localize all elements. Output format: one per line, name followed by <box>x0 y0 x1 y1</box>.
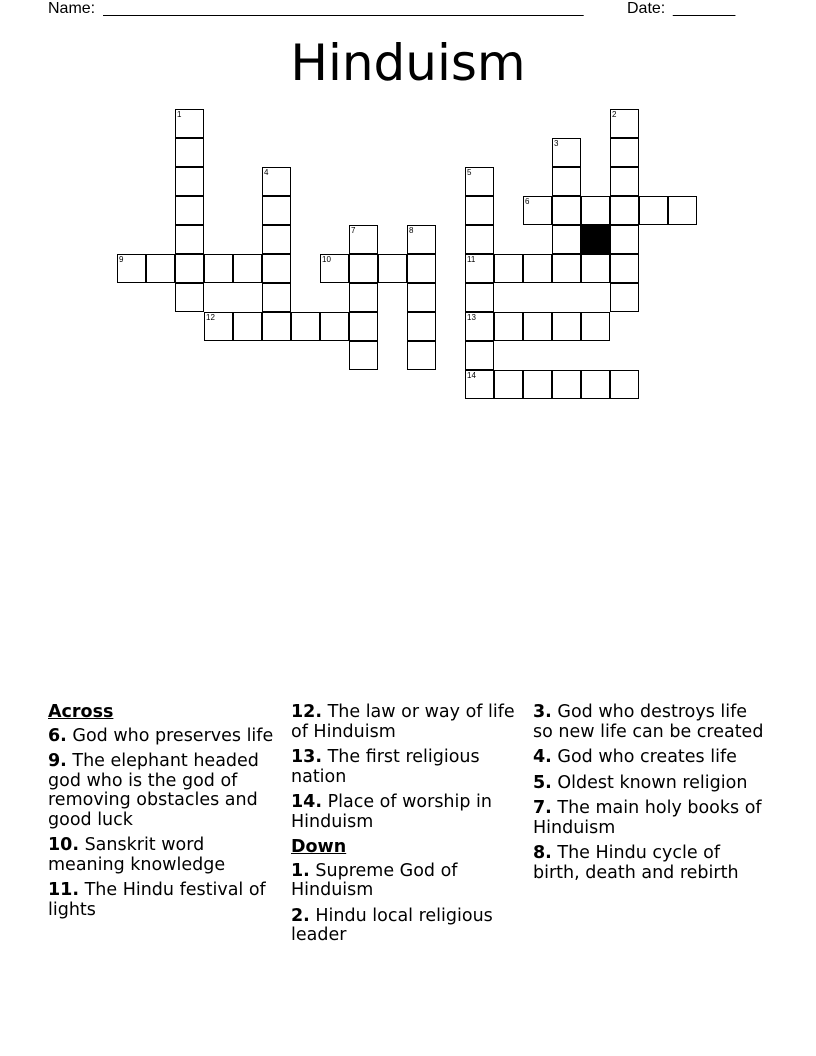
grid-cell[interactable] <box>146 254 175 283</box>
grid-cell[interactable] <box>523 254 552 283</box>
grid-cell[interactable] <box>581 196 610 225</box>
grid-cell[interactable] <box>175 254 204 283</box>
grid-cell[interactable] <box>233 254 262 283</box>
clue-down-5: 5. Oldest known religion <box>533 772 748 793</box>
clue-number-10: 10 <box>322 255 331 264</box>
name-blank[interactable]: ______________________________________________________ <box>103 0 584 17</box>
grid-cell[interactable] <box>378 254 407 283</box>
clue-across-12: 12. The law or way of life of Hinduism <box>291 702 515 742</box>
grid-cell[interactable] <box>349 254 378 283</box>
name-label: Name: <box>48 0 96 17</box>
grid-cell[interactable] <box>465 283 494 312</box>
clue-down-7: 7. The main holy books of Hinduism <box>533 798 762 838</box>
grid-cell[interactable] <box>465 341 494 370</box>
clue-across-6: 6. God who preserves life <box>48 725 274 746</box>
grid-cell[interactable] <box>523 370 552 399</box>
grid-cell[interactable] <box>262 167 291 196</box>
grid-cell[interactable] <box>407 341 436 370</box>
grid-cell[interactable] <box>465 254 494 283</box>
grid-cell[interactable] <box>233 312 262 341</box>
crossword-grid <box>0 0 816 420</box>
grid-cell[interactable] <box>494 312 523 341</box>
clue-across-11: 11. The Hindu festival of lights <box>48 880 266 920</box>
grid-cell[interactable] <box>610 370 639 399</box>
clue-number-2: 2 <box>612 110 617 119</box>
grid-cell[interactable] <box>407 225 436 254</box>
grid-cell[interactable] <box>552 370 581 399</box>
clue-column-3 <box>533 703 765 889</box>
grid-cell[interactable] <box>610 167 639 196</box>
clue-down-4: 4. God who creates life <box>533 747 737 767</box>
clue-number-9: 9 <box>119 255 124 264</box>
clue-down-2: 2. Hindu local religious leader <box>291 905 493 945</box>
grid-cell[interactable] <box>117 254 146 283</box>
grid-cell[interactable] <box>175 283 204 312</box>
grid-cell[interactable] <box>552 138 581 167</box>
grid-cell[interactable] <box>204 254 233 283</box>
date-label: Date: <box>627 0 666 17</box>
grid-cell[interactable] <box>581 254 610 283</box>
clue-number-6: 6 <box>525 197 530 206</box>
clue-across-14: 14. Place of worship in Hinduism <box>291 792 493 832</box>
clue-number-11: 11 <box>467 255 476 264</box>
clue-down-8: 8. The Hindu cycle of birth, death and rebirth <box>533 843 739 883</box>
grid-cell[interactable] <box>465 225 494 254</box>
grid-cell[interactable] <box>552 312 581 341</box>
grid-cell[interactable] <box>262 196 291 225</box>
grid-cell[interactable] <box>552 167 581 196</box>
grid-cell[interactable] <box>262 225 291 254</box>
clue-down-3: 3. God who destroys life so new life can be created <box>533 702 764 742</box>
grid-cell[interactable] <box>523 312 552 341</box>
grid-cell[interactable] <box>581 370 610 399</box>
grid-cell[interactable] <box>494 370 523 399</box>
grid-cell[interactable] <box>610 138 639 167</box>
grid-cell[interactable] <box>320 254 349 283</box>
grid-cell[interactable] <box>407 312 436 341</box>
clue-number-4: 4 <box>264 168 269 177</box>
grid-cell[interactable] <box>610 196 639 225</box>
grid-cell[interactable] <box>552 254 581 283</box>
clue-down-1: 1. Supreme God of Hinduism <box>291 860 458 900</box>
grid-cell[interactable] <box>175 225 204 254</box>
grid-cell[interactable] <box>349 225 378 254</box>
clue-across-13: 13. The first religious nation <box>291 747 480 787</box>
grid-cell[interactable] <box>639 196 668 225</box>
clue-number-12: 12 <box>206 313 215 322</box>
clue-column-2 <box>291 703 523 952</box>
clue-number-13: 13 <box>467 313 476 322</box>
grid-cell[interactable] <box>610 283 639 312</box>
clue-number-14: 14 <box>467 371 476 380</box>
grid-cell[interactable] <box>465 370 494 399</box>
grid-cell[interactable] <box>668 196 697 225</box>
grid-cell[interactable] <box>552 225 581 254</box>
grid-cell[interactable] <box>175 138 204 167</box>
clue-across-9: 9. The elephant headed god who is the god of removing obstacles and good luck <box>48 751 259 830</box>
grid-cell[interactable] <box>291 312 320 341</box>
grid-cell[interactable] <box>175 196 204 225</box>
grid-cell[interactable] <box>349 283 378 312</box>
grid-cell[interactable] <box>465 167 494 196</box>
grid-cell[interactable] <box>320 312 349 341</box>
grid-cell[interactable] <box>407 254 436 283</box>
clue-number-8: 8 <box>409 226 414 235</box>
grid-cell[interactable] <box>581 312 610 341</box>
clue-number-7: 7 <box>351 226 356 235</box>
clue-across-10: 10. Sanskrit word meaning knowledge <box>48 835 226 875</box>
grid-cell[interactable] <box>349 312 378 341</box>
grid-cell[interactable] <box>465 312 494 341</box>
grid-cell[interactable] <box>262 312 291 341</box>
grid-block <box>581 225 610 254</box>
grid-cell[interactable] <box>610 109 639 138</box>
grid-cell[interactable] <box>610 254 639 283</box>
across-heading: Across <box>48 702 114 722</box>
page-title: Hinduism <box>290 34 526 92</box>
grid-cell[interactable] <box>552 196 581 225</box>
clue-number-5: 5 <box>467 168 472 177</box>
down-heading: Down <box>291 837 347 857</box>
grid-cell[interactable] <box>465 196 494 225</box>
grid-cell[interactable] <box>175 109 204 138</box>
grid-cell[interactable] <box>262 254 291 283</box>
grid-cell[interactable] <box>523 196 552 225</box>
date-blank[interactable]: _______ <box>673 0 736 17</box>
grid-cell[interactable] <box>407 283 436 312</box>
grid-cell[interactable] <box>204 312 233 341</box>
grid-cell[interactable] <box>349 341 378 370</box>
grid-cell[interactable] <box>610 225 639 254</box>
clue-column-1 <box>48 703 280 926</box>
grid-cell[interactable] <box>175 167 204 196</box>
clue-number-3: 3 <box>554 139 559 148</box>
grid-cell[interactable] <box>262 283 291 312</box>
clue-number-1: 1 <box>177 110 182 119</box>
grid-cell[interactable] <box>494 254 523 283</box>
